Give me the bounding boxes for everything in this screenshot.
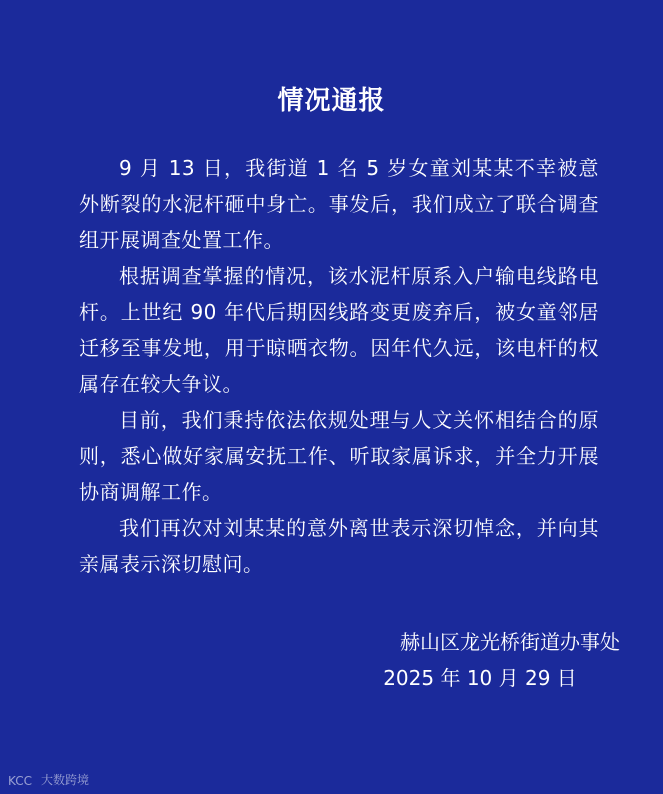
notice-paragraph-3: 目前，我们秉持依法依规处理与人文关怀相结合的原则，悉心做好家属安抚工作、听取家属诉求，并全力开展协商调解工作。 <box>79 408 599 504</box>
notice-signature <box>340 624 620 696</box>
watermark-logo-icon <box>8 773 38 787</box>
notice-title: 情况通报 <box>277 86 386 116</box>
notice-paragraph-1: 9 月 13 日，我街道 1 名 5 岁女童刘某某不幸被意外断裂的水泥杆砸中身亡。事发后，我们成立了联合调查组开展调查处置工作。 <box>79 156 599 252</box>
notice-body <box>79 150 599 582</box>
notice-paragraph-4: 我们再次对刘某某的意外离世表示深切悼念，并向其亲属表示深切慰问。 <box>79 516 599 576</box>
signature-date: 2025 年 10 月 29 日 <box>383 666 577 690</box>
watermark-logo-text: KCC <box>8 773 32 787</box>
notice-paragraph-2: 根据调查掌握的情况，该水泥杆原系入户输电线路电杆。上世纪 90 年代后期因线路变更废弃后，被女童邻居迁移至事发地，用于晾晒衣物。因年代久远，该电杆的权属存在较大争议。 <box>79 264 599 396</box>
watermark-text: 大数跨境 <box>41 773 90 787</box>
signature-organization: 赫山区龙光桥街道办事处 <box>400 630 620 654</box>
watermark <box>8 771 89 788</box>
